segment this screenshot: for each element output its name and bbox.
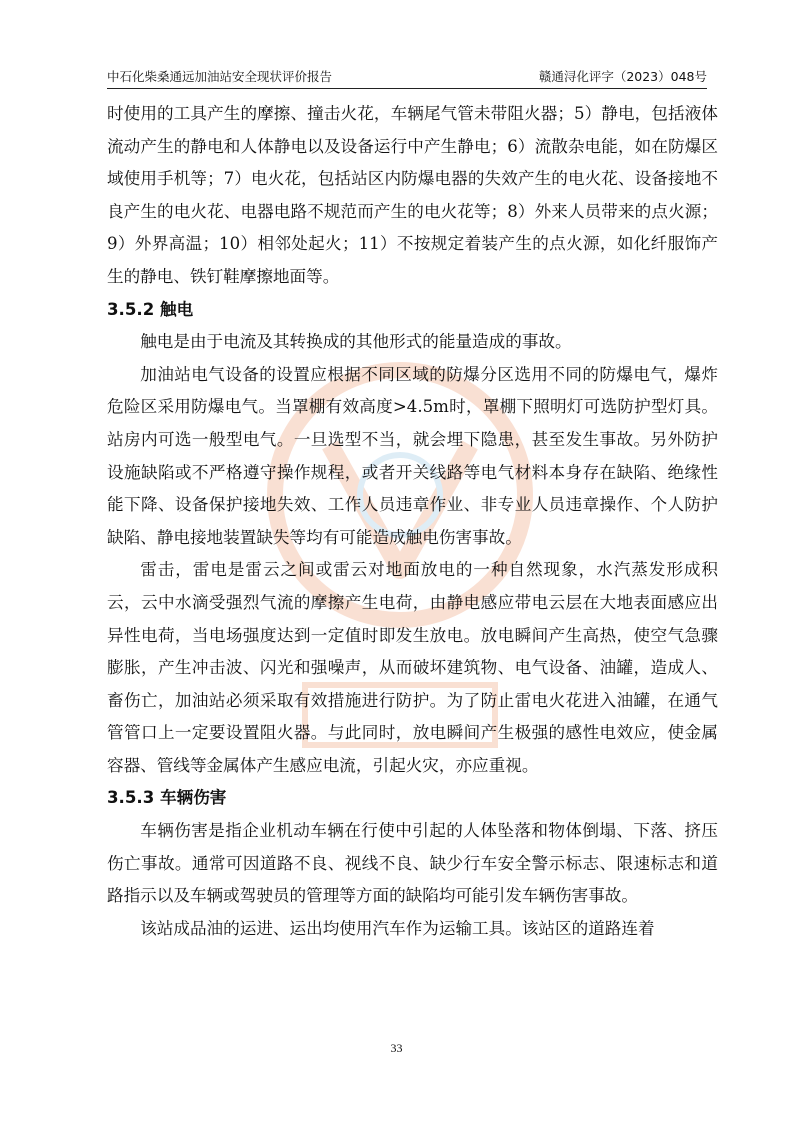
section-heading-vehicle-injury: 3.5.3 车辆伤害 xyxy=(107,788,227,808)
paragraph-ignition-sources: 时使用的工具产生的摩擦、撞击火花，车辆尾气管未带阻火器；5）静电，包括液体流动产生的静电和人体静电以及设备运行中产生静电；6）流散杂电能，如在防爆区域使用手机等；7）电火花，包括站区内防爆电器的失效产生的电火花、设备接地不良产生的电火花、电器电路不规范而产生的电火花等；8）外来人员带来的点火源；9）外界高温；10）相邻处起火；11）不按规定着装产生的点火源，如化纤服饰产生的静电、铁钉鞋摩擦地面等。 xyxy=(107,104,718,286)
page-number: 33 xyxy=(390,1041,403,1055)
header-report-number: 赣通浔化评字（2023）048号 xyxy=(538,69,707,84)
paragraph-lightning: 雷击，雷电是雷云之间或雷云对地面放电的一种自然现象，水汽蒸发形成积云，云中水滴受强烈气流的摩擦产生电荷，由静电感应带电云层在大地表面感应出异性电荷，当电场强度达到一定值时即发生放电。放电瞬间产生高热，使空气急骤膨胀，产生冲击波、闪光和强噪声，从而破坏建筑物、电气设备、油罐，造成人、畜伤亡，加油站必须采取有效措施进行防护。为了防止雷电火花进入油罐，在通气管管口上一定要设置阻火器。与此同时，放电瞬间产生极强的感性电效应，使金属容器、管线等金属体产生感应电流，引起火灾，亦应重视。 xyxy=(107,560,718,775)
paragraph-transport: 该站成品油的运进、运出均使用汽车作为运输工具。该站区的道路连着 xyxy=(140,918,655,938)
page-body xyxy=(107,98,718,945)
section-heading-electric-shock: 3.5.2 触电 xyxy=(107,299,194,319)
paragraph-electrical-equipment: 加油站电气设备的设置应根据不同区域的防爆分区选用不同的防爆电气，爆炸危险区采用防爆电气。当罩棚有效高度>4.5m时，罩棚下照明灯可选防护型灯具。站房内可选一般型电气。一旦选型不当，就会埋下隐患，甚至发生事故。另外防护设施缺陷或不严格遵守操作规程，或者开关线路等电气材料本身存在缺陷、绝缘性能下降、设备保护接地失效、工作人员违章作业、非专业人员违章操作、个人防护缺陷、静电接地装置缺失等均有可能造成触电伤害事故。 xyxy=(107,364,718,547)
page-header xyxy=(107,66,707,89)
paragraph-shock-definition: 触电是由于电流及其转换成的其他形式的能量造成的事故。 xyxy=(140,332,572,352)
header-report-title: 中石化柴桑通远加油站安全现状评价报告 xyxy=(107,69,333,84)
paragraph-vehicle-injury-definition: 车辆伤害是指企业机动车辆在行使中引起的人体坠落和物体倒塌、下落、挤压伤亡事故。通常可因道路不良、视线不良、缺少行车安全警示标志、限速标志和道路指示以及车辆或驾驶员的管理等方面的缺陷均可能引发车辆伤害事故。 xyxy=(107,821,718,906)
